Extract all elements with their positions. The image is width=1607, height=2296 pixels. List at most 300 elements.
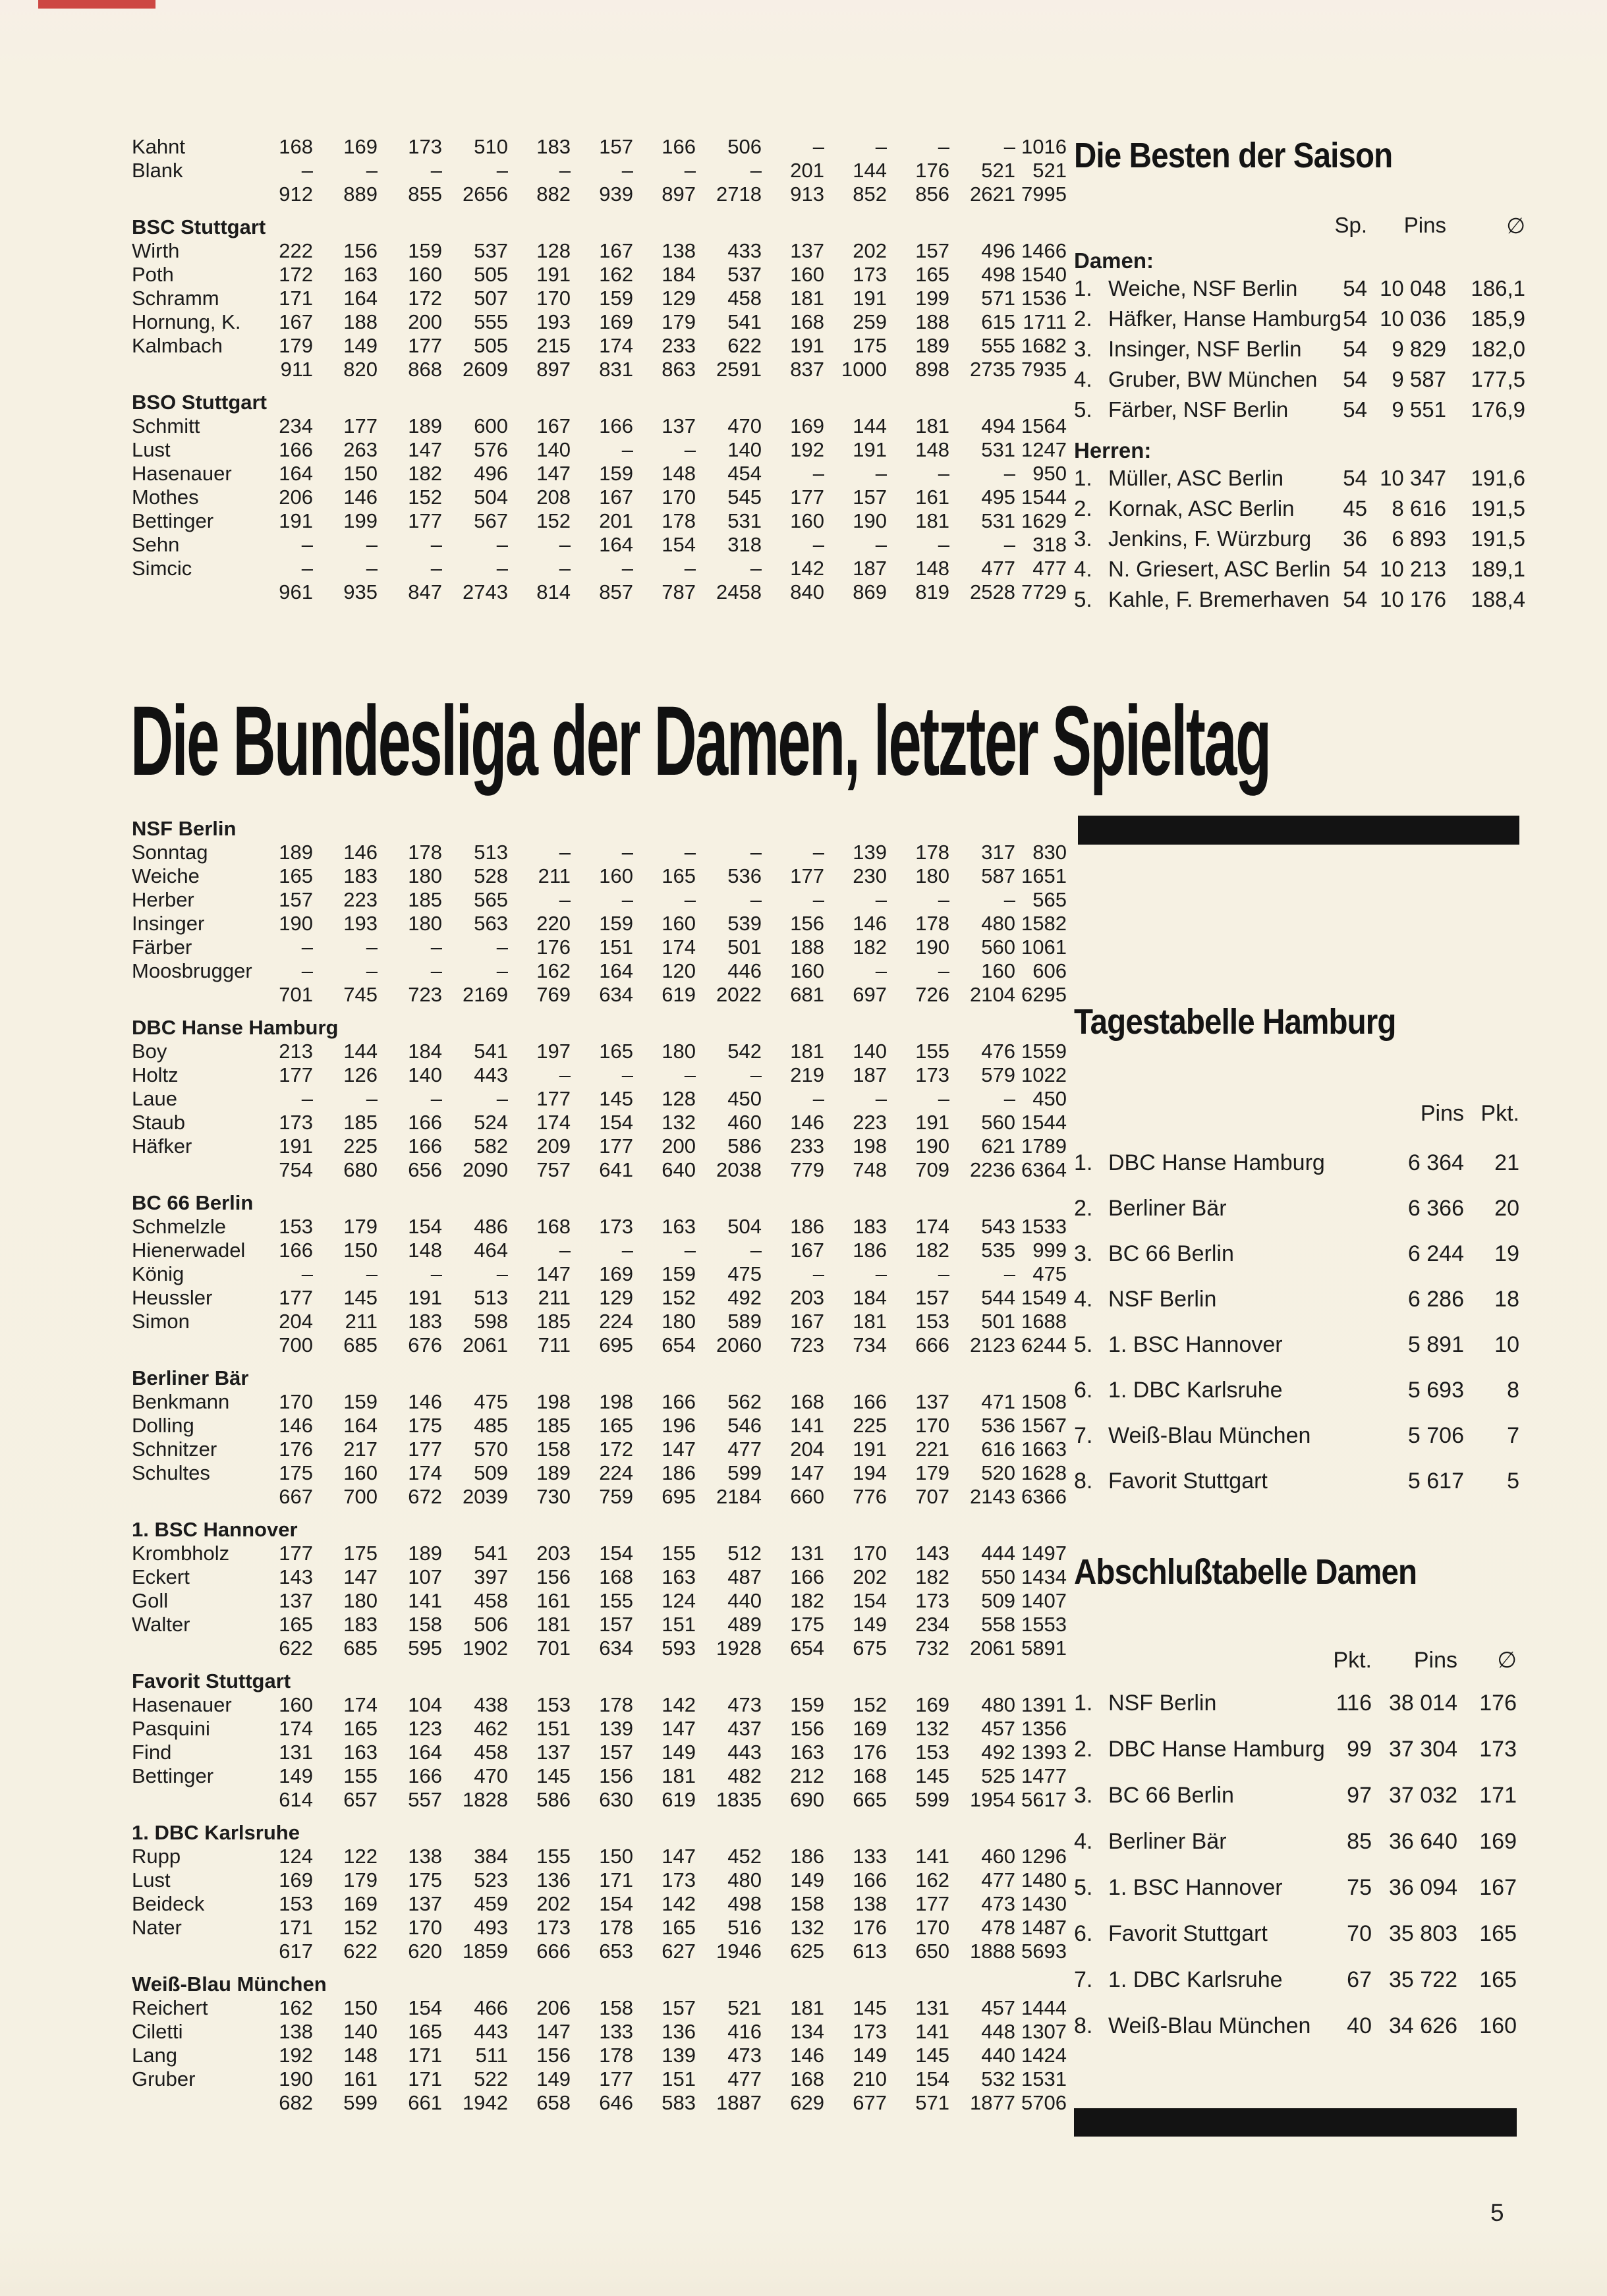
score-value: 504 xyxy=(727,1215,762,1238)
score-value: – xyxy=(366,936,378,959)
besten-column-headers xyxy=(1074,213,1525,238)
score-value: 2656 xyxy=(463,182,508,206)
points-value: 99 xyxy=(1347,1737,1372,1762)
score-value: 165 xyxy=(599,1040,633,1063)
score-value: 132 xyxy=(662,1111,696,1134)
score-value: 587 xyxy=(981,864,1015,887)
score-value: – xyxy=(1003,462,1015,485)
score-value: 460 xyxy=(981,1845,1015,1868)
score-value: 161 xyxy=(915,486,949,509)
player-name xyxy=(132,1940,257,1963)
pins-value: 5 617 xyxy=(1407,1469,1464,1494)
score-value: – xyxy=(559,1239,571,1262)
score-value: 748 xyxy=(853,1158,887,1181)
score-value: 145 xyxy=(853,1996,887,2019)
score-value: 697 xyxy=(853,983,887,1006)
score-value: 156 xyxy=(790,1717,824,1740)
score-value: 473 xyxy=(727,2044,762,2067)
score-value: 123 xyxy=(408,1717,442,1740)
score-value: 168 xyxy=(853,1764,887,1787)
score-value: 177 xyxy=(279,1542,313,1565)
score-value: 138 xyxy=(408,1845,442,1868)
score-value: 2735 xyxy=(970,358,1015,381)
abschluss-title: Abschlußtabelle Damen xyxy=(1074,1552,1417,1592)
score-value: 593 xyxy=(662,1637,696,1660)
gap xyxy=(132,1963,1074,1973)
score-value: 695 xyxy=(662,1485,696,1508)
score-value: 681 xyxy=(790,983,824,1006)
score-value: 147 xyxy=(662,1717,696,1740)
score-value: 174 xyxy=(915,1215,949,1238)
score-value: 159 xyxy=(599,462,633,485)
total-row xyxy=(132,358,1074,381)
score-value: 579 xyxy=(981,1063,1015,1086)
player-row xyxy=(132,334,1074,358)
team-block xyxy=(132,1669,1074,1821)
score-value: 136 xyxy=(662,2020,696,2043)
pins-value: 9 551 xyxy=(1392,397,1446,422)
score-value: 450 xyxy=(727,1087,762,1110)
standings-row xyxy=(1074,1377,1519,1403)
games-value: 45 xyxy=(1343,496,1367,520)
abschluss-header-pins: Pins xyxy=(1413,1648,1457,1673)
besten-row xyxy=(1074,273,1525,304)
score-value: 723 xyxy=(408,983,442,1006)
average-value: 171 xyxy=(1479,1783,1517,1808)
pins-value: 10 048 xyxy=(1380,276,1446,300)
player-name: Staub xyxy=(132,1111,186,1134)
score-value: 565 xyxy=(474,888,508,911)
score-value: 172 xyxy=(408,287,442,310)
score-value: 166 xyxy=(662,1390,696,1413)
score-value: 473 xyxy=(727,1693,762,1716)
score-value: 166 xyxy=(408,1134,442,1158)
score-value: 182 xyxy=(915,1565,949,1588)
score-value: 189 xyxy=(408,1542,442,1565)
score-value: 622 xyxy=(279,1637,313,1660)
player-row xyxy=(132,509,1074,533)
score-value: 173 xyxy=(853,2020,887,2043)
score-value: 157 xyxy=(279,888,313,911)
score-value: 1497 xyxy=(1021,1542,1067,1565)
score-value: 140 xyxy=(408,1063,442,1086)
score-value: 166 xyxy=(790,1565,824,1588)
score-value: – xyxy=(366,1262,378,1285)
player-name: Lang xyxy=(132,2044,177,2067)
score-value: 175 xyxy=(853,334,887,357)
score-value: 263 xyxy=(343,438,378,461)
score-value: – xyxy=(812,1262,824,1285)
score-value: 950 xyxy=(1032,462,1067,485)
score-value: 537 xyxy=(474,239,508,262)
score-value: 104 xyxy=(408,1693,442,1716)
score-value: 186 xyxy=(853,1239,887,1262)
score-value: 208 xyxy=(536,486,571,509)
score-value: 1887 xyxy=(716,2091,762,2114)
score-value: 182 xyxy=(408,462,442,485)
score-value: 531 xyxy=(727,509,762,532)
score-value: 489 xyxy=(727,1613,762,1636)
player-row xyxy=(132,1741,1074,1764)
player-name: Pasquini xyxy=(132,1717,210,1740)
score-value: 151 xyxy=(599,936,633,959)
team-block xyxy=(132,391,1074,613)
score-value: – xyxy=(301,1262,313,1285)
score-value: 1487 xyxy=(1021,1916,1067,1939)
score-value: 190 xyxy=(915,1134,949,1158)
score-value: 1536 xyxy=(1021,287,1067,310)
score-value: 166 xyxy=(599,414,633,437)
score-value: 157 xyxy=(599,1741,633,1764)
score-value: 204 xyxy=(279,1310,313,1333)
player-name xyxy=(132,358,257,381)
pins-value: 10 176 xyxy=(1380,587,1446,611)
team-name: Berliner Bär xyxy=(1108,1829,1227,1854)
score-value: 1942 xyxy=(463,2091,508,2114)
gap xyxy=(132,206,1074,215)
score-value: 1022 xyxy=(1021,1063,1067,1086)
score-value: 516 xyxy=(727,1916,762,1939)
player-name: Moosbrugger xyxy=(132,959,252,982)
score-value: 169 xyxy=(343,1892,378,1915)
score-value: 160 xyxy=(343,1461,378,1484)
score-value: 2104 xyxy=(970,983,1015,1006)
score-value: 156 xyxy=(343,239,378,262)
score-value: – xyxy=(812,888,824,911)
score-value: – xyxy=(875,135,887,158)
rank: 1. xyxy=(1074,466,1092,490)
score-value: 172 xyxy=(599,1438,633,1461)
score-value: 155 xyxy=(915,1040,949,1063)
score-value: 525 xyxy=(981,1764,1015,1787)
score-value: 149 xyxy=(536,2067,571,2090)
tagestabelle-header-pkt: Pkt. xyxy=(1480,1101,1519,1126)
score-value: – xyxy=(1003,135,1015,158)
score-value: 640 xyxy=(662,1158,696,1181)
score-value: 151 xyxy=(662,2067,696,2090)
player-name: Schramm xyxy=(132,287,219,310)
score-value: 225 xyxy=(343,1134,378,1158)
score-value: 173 xyxy=(536,1916,571,1939)
score-value: 147 xyxy=(662,1845,696,1868)
score-value: 183 xyxy=(343,864,378,887)
points-value: 7 xyxy=(1507,1423,1519,1448)
score-value: 211 xyxy=(345,1310,378,1333)
player-name: Schmelzle xyxy=(132,1215,226,1238)
score-value: 661 xyxy=(408,2091,442,2114)
points-value: 19 xyxy=(1494,1241,1519,1266)
score-value: 171 xyxy=(599,1868,633,1891)
score-value: 174 xyxy=(408,1461,442,1484)
score-value: 137 xyxy=(536,1741,571,1764)
score-value: 169 xyxy=(599,1262,633,1285)
player-row xyxy=(132,1087,1074,1111)
score-value: 142 xyxy=(790,557,824,580)
player-name: Lust xyxy=(132,438,171,461)
score-value: 149 xyxy=(662,1741,696,1764)
score-value: 1651 xyxy=(1021,864,1067,887)
score-value: 132 xyxy=(790,1916,824,1939)
player-name: Insinger xyxy=(132,912,205,935)
score-value: 528 xyxy=(474,864,508,887)
score-value: 168 xyxy=(536,1215,571,1238)
score-value: – xyxy=(621,438,633,461)
score-value: 512 xyxy=(727,1542,762,1565)
score-value: 682 xyxy=(279,2091,313,2114)
standings-row xyxy=(1074,2013,1517,2039)
score-value: 202 xyxy=(853,1565,887,1588)
player-name: Simcic xyxy=(132,557,192,580)
team-block xyxy=(132,1973,1074,2124)
score-value: 599 xyxy=(915,1788,949,1811)
player-name xyxy=(132,983,257,1007)
player-row xyxy=(132,239,1074,263)
player-name xyxy=(132,1158,257,1182)
total-row xyxy=(132,1940,1074,1963)
score-value: – xyxy=(301,159,313,182)
score-value: 911 xyxy=(280,358,313,381)
score-value: 132 xyxy=(915,1717,949,1740)
pins-value: 10 213 xyxy=(1380,557,1446,581)
pins-value: 35 722 xyxy=(1389,1967,1457,1992)
score-value: 140 xyxy=(343,2020,378,2043)
score-value: 852 xyxy=(853,182,887,206)
score-value: 152 xyxy=(343,1916,378,1939)
score-value: 180 xyxy=(408,912,442,935)
page-headline: Die Bundesliga der Damen, letzter Spieltag xyxy=(130,685,1270,796)
score-value: – xyxy=(301,1087,313,1110)
score-value: 1688 xyxy=(1021,1310,1067,1333)
score-value: 175 xyxy=(343,1542,378,1565)
player-name: Rupp xyxy=(132,1845,181,1868)
score-value: 191 xyxy=(853,438,887,461)
score-value: – xyxy=(938,959,949,982)
score-value: 191 xyxy=(853,287,887,310)
score-value: 622 xyxy=(343,1940,378,1963)
score-value: 458 xyxy=(474,1741,508,1764)
games-value: 36 xyxy=(1343,526,1367,551)
score-value: 146 xyxy=(343,841,378,864)
player-name: Kahnt xyxy=(132,135,186,158)
score-value: 171 xyxy=(408,2044,442,2067)
score-value: – xyxy=(750,557,762,580)
score-value: 168 xyxy=(279,135,313,158)
player-row xyxy=(132,959,1074,983)
team-name: 1. BSC Hannover xyxy=(132,1518,298,1541)
score-value: 7729 xyxy=(1021,580,1067,603)
team-name: 1. BSC Hannover xyxy=(1108,1332,1283,1357)
score-value: 167 xyxy=(790,1310,824,1333)
average-value: 189,1 xyxy=(1471,557,1525,581)
score-value: 128 xyxy=(536,239,571,262)
score-value: 641 xyxy=(599,1158,633,1181)
score-value: 542 xyxy=(727,1040,762,1063)
tagestabelle-column-headers xyxy=(1074,1100,1519,1127)
abschluss-header-pkt: Pkt. xyxy=(1333,1648,1372,1673)
score-value: 128 xyxy=(662,1087,696,1110)
score-value: 464 xyxy=(474,1239,508,1262)
score-value: 478 xyxy=(981,1916,1015,1939)
team-name: DBC Hanse Hamburg xyxy=(1108,1150,1325,1175)
score-value: 513 xyxy=(474,1286,508,1309)
score-value: 194 xyxy=(853,1461,887,1484)
score-value: 133 xyxy=(853,1845,887,1868)
score-value: 176 xyxy=(279,1438,313,1461)
score-value: 181 xyxy=(790,287,824,310)
average-value: 182,0 xyxy=(1471,337,1525,361)
player-name: Hienerwadel xyxy=(132,1239,246,1262)
score-value: 174 xyxy=(279,1717,313,1740)
score-value: 149 xyxy=(790,1868,824,1891)
player-team-name: Kornak, ASC Berlin xyxy=(1108,496,1295,520)
score-value: 913 xyxy=(790,182,824,206)
score-value: 178 xyxy=(408,841,442,864)
score-value: 146 xyxy=(408,1390,442,1413)
team-block xyxy=(132,1016,1074,1191)
besten-header-avg: ∅ xyxy=(1506,213,1525,238)
player-row xyxy=(132,533,1074,557)
score-value: 179 xyxy=(343,1868,378,1891)
score-value: 181 xyxy=(853,1310,887,1333)
points-value: 18 xyxy=(1494,1287,1519,1312)
gap xyxy=(132,1007,1074,1016)
player-name: Holtz xyxy=(132,1063,179,1086)
score-value: 459 xyxy=(474,1892,508,1915)
score-value: – xyxy=(1003,1262,1015,1285)
score-value: 157 xyxy=(662,1996,696,2019)
score-value: 183 xyxy=(536,135,571,158)
group-label: Herren: xyxy=(1074,438,1152,462)
score-value: – xyxy=(496,533,508,556)
score-value: 840 xyxy=(790,580,824,603)
team-name: Favorit Stuttgart xyxy=(1108,1469,1268,1494)
score-value: 1444 xyxy=(1021,1996,1067,2019)
player-name: Blank xyxy=(132,159,183,182)
team-name: BC 66 Berlin xyxy=(132,1191,254,1214)
score-value: 152 xyxy=(408,486,442,509)
score-value: – xyxy=(750,888,762,911)
score-value: 189 xyxy=(279,841,313,864)
score-value: 690 xyxy=(790,1788,824,1811)
score-value: – xyxy=(684,1239,696,1262)
score-value: 186 xyxy=(790,1215,824,1238)
score-value: 176 xyxy=(536,936,571,959)
total-row xyxy=(132,1788,1074,1812)
average-value: 173 xyxy=(1479,1737,1517,1762)
score-value: 541 xyxy=(474,1542,508,1565)
score-value: 168 xyxy=(790,1390,824,1413)
score-value: 707 xyxy=(915,1485,949,1508)
score-value: 521 xyxy=(727,1996,762,2019)
score-value: 167 xyxy=(536,414,571,437)
score-value: 6295 xyxy=(1021,983,1067,1006)
team-name: BSO Stuttgart xyxy=(132,391,267,414)
score-value: 658 xyxy=(536,2091,571,2114)
score-value: 137 xyxy=(915,1390,949,1413)
score-value: 168 xyxy=(790,310,824,333)
team-name: Weiß-Blau München xyxy=(132,1973,327,1996)
score-value: 177 xyxy=(343,414,378,437)
score-value: 1859 xyxy=(463,1940,508,1963)
score-value: 198 xyxy=(599,1390,633,1413)
score-value: – xyxy=(875,959,887,982)
score-value: 494 xyxy=(981,414,1015,437)
score-value: 259 xyxy=(853,310,887,333)
pins-value: 37 032 xyxy=(1389,1783,1457,1808)
player-row xyxy=(132,1134,1074,1158)
score-value: 184 xyxy=(408,1040,442,1063)
score-value: 1540 xyxy=(1021,263,1067,286)
pins-value: 37 304 xyxy=(1389,1737,1457,1762)
score-value: 210 xyxy=(853,2067,887,2090)
score-value: 475 xyxy=(474,1390,508,1413)
score-value: 177 xyxy=(599,2067,633,2090)
score-value: 634 xyxy=(599,1637,633,1660)
score-value: 1393 xyxy=(1021,1741,1067,1764)
score-value: 475 xyxy=(727,1262,762,1285)
score-value: 191 xyxy=(536,263,571,286)
score-value: 666 xyxy=(536,1940,571,1963)
score-value: – xyxy=(559,557,571,580)
score-value: 600 xyxy=(474,414,508,437)
score-value: 2609 xyxy=(463,358,508,381)
team-name: Berliner Bär xyxy=(1108,1196,1227,1221)
score-value: 166 xyxy=(279,1239,313,1262)
player-row xyxy=(132,1215,1074,1239)
score-value: 182 xyxy=(790,1589,824,1612)
score-value: 158 xyxy=(599,1996,633,2019)
score-value: 537 xyxy=(727,263,762,286)
score-value: 148 xyxy=(915,438,949,461)
standings-row xyxy=(1074,1331,1519,1358)
total-row xyxy=(132,1158,1074,1182)
score-value: 1582 xyxy=(1021,912,1067,935)
score-value: 5617 xyxy=(1021,1788,1067,1811)
standings-row xyxy=(1074,1150,1519,1176)
score-value: 535 xyxy=(981,1239,1015,1262)
score-value: – xyxy=(559,888,571,911)
player-team-name: Häfker, Hanse Hamburg xyxy=(1108,306,1341,331)
score-value: – xyxy=(621,159,633,182)
points-value: 70 xyxy=(1347,1921,1372,1946)
score-value: 160 xyxy=(981,959,1015,982)
score-value: 458 xyxy=(727,287,762,310)
score-value: 180 xyxy=(662,1040,696,1063)
score-value: 150 xyxy=(343,462,378,485)
score-value: 471 xyxy=(981,1390,1015,1413)
gap xyxy=(132,381,1074,391)
average-value: 177,5 xyxy=(1471,367,1525,391)
score-value: 191 xyxy=(279,509,313,532)
score-value: 544 xyxy=(981,1286,1015,1309)
score-value: – xyxy=(938,1262,949,1285)
rank: 1. xyxy=(1074,1691,1093,1716)
besten-row xyxy=(1074,524,1525,554)
score-value: 167 xyxy=(790,1239,824,1262)
score-value: 543 xyxy=(981,1215,1015,1238)
rank: 2. xyxy=(1074,1196,1093,1221)
score-value: 177 xyxy=(599,1134,633,1158)
score-value: 166 xyxy=(279,438,313,461)
score-value: 443 xyxy=(474,1063,508,1086)
score-value: 181 xyxy=(662,1764,696,1787)
score-value: – xyxy=(301,959,313,982)
player-row xyxy=(132,135,1074,159)
score-value: 1000 xyxy=(841,358,887,381)
rank: 4. xyxy=(1074,557,1092,581)
score-value: – xyxy=(559,533,571,556)
score-value: 122 xyxy=(343,1845,378,1868)
